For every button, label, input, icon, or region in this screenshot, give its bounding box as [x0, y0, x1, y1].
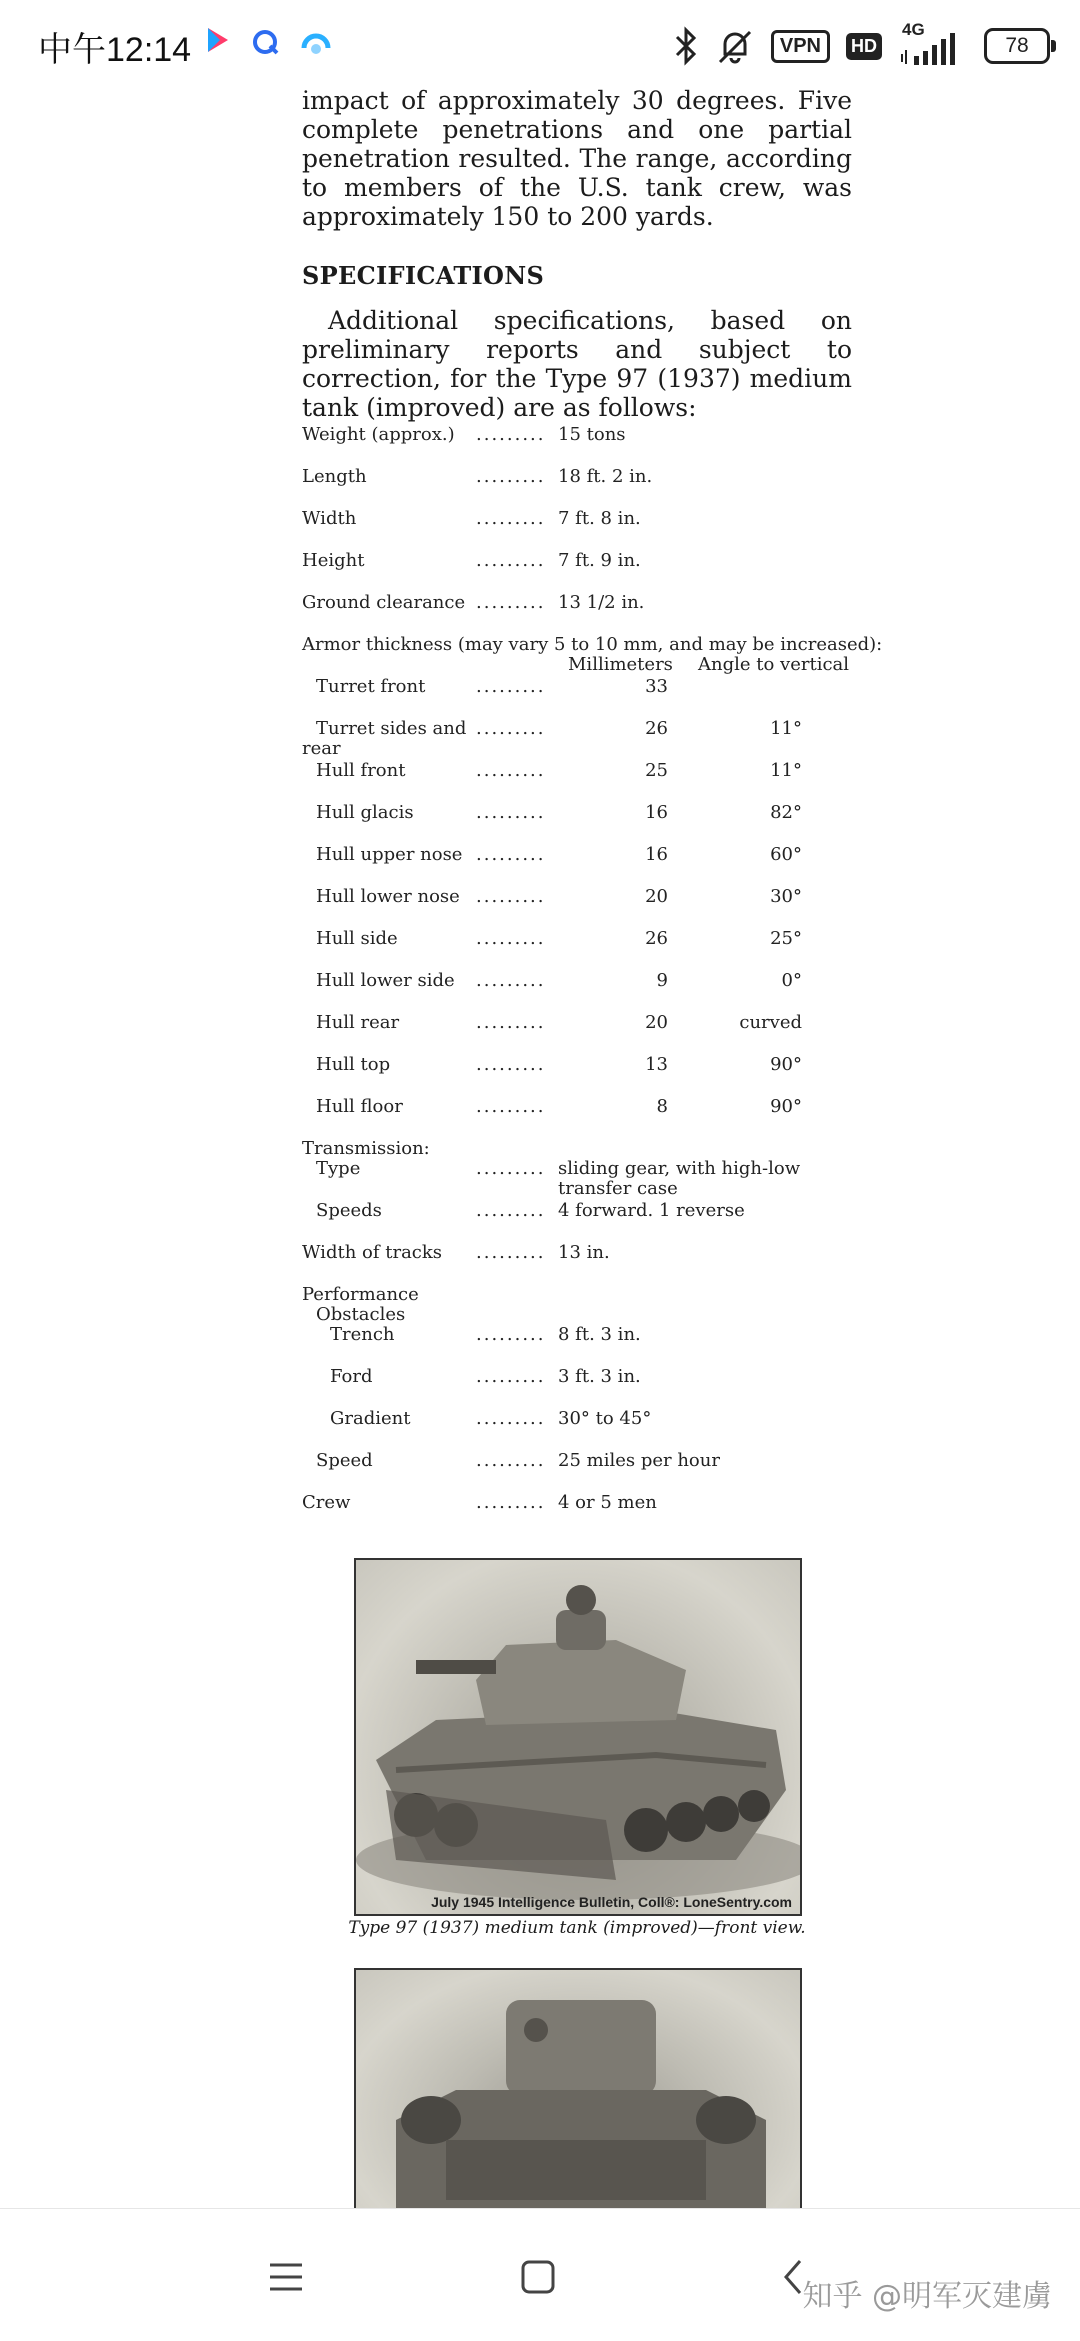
leader-dots: .........	[476, 1492, 546, 1513]
armor-column-headers	[302, 654, 862, 678]
armor-row	[302, 970, 862, 994]
signal-strength-icon	[898, 24, 968, 68]
leader-dots: .........	[476, 1096, 546, 1117]
bluetooth-icon	[673, 26, 699, 66]
tank-rear-view-photo	[354, 1968, 802, 2220]
armor-label: Hull top	[316, 1054, 391, 1075]
armor-row	[302, 1054, 862, 1078]
leader-dots: .........	[476, 466, 546, 487]
armor-row	[302, 886, 862, 910]
armor-mm: 16	[645, 844, 668, 865]
armor-angle: 82°	[770, 802, 802, 823]
armor-label: Hull lower side	[316, 970, 455, 991]
col-millimeters: Millimeters	[568, 654, 673, 675]
leader-dots: .........	[476, 1366, 546, 1387]
menu-icon[interactable]	[262, 2253, 310, 2301]
spec-length	[302, 466, 862, 490]
armor-label: Hull floor	[316, 1096, 403, 1117]
spec-value: 15 tons	[558, 424, 626, 445]
armor-row	[302, 676, 862, 700]
spec-label: Length	[302, 466, 367, 487]
performance-heading: Performance	[302, 1284, 419, 1305]
leader-dots: .........	[476, 592, 546, 613]
spec-crew	[302, 1492, 862, 1516]
armor-angle: 11°	[770, 718, 802, 739]
browser-app-icon	[248, 24, 284, 60]
mute-bell-icon	[715, 26, 755, 66]
leader-dots: .........	[476, 424, 546, 445]
section-heading: SPECIFICATIONS	[302, 261, 545, 290]
battery-indicator: 78	[984, 28, 1050, 64]
armor-angle: 30°	[770, 886, 802, 907]
armor-mm: 26	[645, 928, 668, 949]
spec-ground-clearance	[302, 592, 862, 616]
spec-value: 4 or 5 men	[558, 1492, 657, 1513]
leader-dots: .........	[476, 1450, 546, 1471]
status-bar	[0, 0, 1080, 92]
leader-dots: .........	[476, 676, 546, 697]
armor-heading: Armor thickness (may vary 5 to 10 mm, and may be increased):	[302, 634, 883, 655]
armor-angle: 60°	[770, 844, 802, 865]
network-type: 4G	[902, 20, 925, 39]
home-icon[interactable]	[514, 2253, 562, 2301]
spec-gradient	[302, 1408, 862, 1432]
armor-mm: 8	[656, 1096, 668, 1117]
status-time: 中午12:14	[38, 31, 192, 69]
armor-mm: 16	[645, 802, 668, 823]
spec-value: sliding gear, with high-low	[558, 1158, 801, 1179]
spec-label: Speeds	[316, 1200, 382, 1221]
leader-dots: .........	[476, 1012, 546, 1033]
spec-speed	[302, 1450, 862, 1474]
armor-label: Hull glacis	[316, 802, 414, 823]
armor-mm: 13	[645, 1054, 668, 1075]
armor-row	[302, 928, 862, 952]
spec-label: Height	[302, 550, 365, 571]
armor-label: Hull lower nose	[316, 886, 460, 907]
armor-mm: 25	[645, 760, 668, 781]
spec-value: 7 ft. 9 in.	[558, 550, 641, 571]
spec-label: Ford	[330, 1366, 373, 1387]
spec-weight	[302, 424, 862, 448]
hd-indicator: HD	[846, 33, 882, 60]
leader-dots: .........	[476, 508, 546, 529]
transmission-heading: Transmission:	[302, 1138, 430, 1159]
spec-trench	[302, 1324, 862, 1348]
armor-label: Turret sides and	[316, 718, 467, 739]
armor-angle: curved	[739, 1012, 802, 1033]
spec-label: Type	[316, 1158, 361, 1179]
armor-label: Hull front	[316, 760, 406, 781]
leader-dots: .........	[476, 1158, 546, 1179]
assistant-app-icon	[298, 24, 334, 60]
spec-width	[302, 508, 862, 532]
photo-caption: Type 97 (1937) medium tank (improved)—front view.	[348, 1918, 806, 1938]
signal-indicator	[898, 20, 968, 68]
armor-angle: 90°	[770, 1054, 802, 1075]
spec-value: 13 in.	[558, 1242, 610, 1263]
leader-dots: .........	[476, 550, 546, 571]
armor-mm: 20	[645, 886, 668, 907]
spec-transmission-type	[302, 1158, 862, 1199]
leader-dots: .........	[476, 1408, 546, 1429]
leader-dots: .........	[476, 718, 546, 739]
zhihu-watermark: 知乎 @明军灭建虜	[802, 2279, 1052, 2314]
spec-value: 25 miles per hour	[558, 1450, 720, 1471]
armor-row	[302, 844, 862, 868]
spec-value: 13 1/2 in.	[558, 592, 645, 613]
spec-value: 30° to 45°	[558, 1408, 652, 1429]
armor-mm: 9	[656, 970, 668, 991]
spec-transmission-speeds	[302, 1200, 862, 1224]
spec-label: Width of tracks	[302, 1242, 443, 1263]
armor-mm: 20	[645, 1012, 668, 1033]
armor-label: Turret front	[316, 676, 426, 697]
spec-value-cont: transfer case	[558, 1178, 678, 1199]
armor-label: Hull rear	[316, 1012, 400, 1033]
col-angle: Angle to vertical	[698, 654, 850, 675]
leader-dots: .........	[476, 802, 546, 823]
vpn-indicator: VPN	[771, 30, 830, 63]
armor-angle: 0°	[781, 970, 802, 991]
leader-dots: .........	[476, 760, 546, 781]
spec-value: 8 ft. 3 in.	[558, 1324, 641, 1345]
armor-label: Hull upper nose	[316, 844, 463, 865]
spec-ford	[302, 1366, 862, 1390]
leader-dots: .........	[476, 1054, 546, 1075]
armor-row	[302, 760, 862, 784]
tank-illustration	[356, 1970, 800, 2220]
tank-front-view-photo	[354, 1558, 802, 1916]
navigation-bar	[0, 2208, 1080, 2341]
spec-value: 7 ft. 8 in.	[558, 508, 641, 529]
tank-illustration	[356, 1560, 800, 1914]
spec-height	[302, 550, 862, 574]
leader-dots: .........	[476, 886, 546, 907]
youku-app-icon	[200, 24, 236, 60]
armor-row	[302, 1012, 862, 1036]
leader-dots: .........	[476, 928, 546, 949]
armor-row	[302, 802, 862, 826]
spec-label: Speed	[316, 1450, 373, 1471]
leader-dots: .........	[476, 970, 546, 991]
armor-label: Hull side	[316, 928, 398, 949]
armor-angle: 11°	[770, 760, 802, 781]
armor-row	[302, 718, 862, 759]
spec-paragraph: Additional specifications, based on preliminary reports and subject to correction, for the Type 97 (1937) medium tank (improved) are as follows:	[302, 306, 852, 422]
spec-label: Gradient	[330, 1408, 411, 1429]
armor-label-cont: rear	[302, 738, 341, 759]
spec-label: Width	[302, 508, 357, 529]
spec-label: Crew	[302, 1492, 351, 1513]
spec-label: Ground clearance	[302, 592, 466, 613]
photo-credit: July 1945 Intelligence Bulletin, Coll®: LoneSentry.com	[431, 1894, 792, 1910]
leader-dots: .........	[476, 1324, 546, 1345]
spec-value: 3 ft. 3 in.	[558, 1366, 641, 1387]
leader-dots: .........	[476, 844, 546, 865]
spec-value: 18 ft. 2 in.	[558, 466, 653, 487]
leader-dots: .........	[476, 1200, 546, 1221]
armor-angle: 25°	[770, 928, 802, 949]
armor-angle: 90°	[770, 1096, 802, 1117]
armor-mm: 26	[645, 718, 668, 739]
obstacles-heading: Obstacles	[316, 1304, 406, 1325]
spec-label: Weight (approx.)	[302, 424, 455, 445]
armor-mm: 33	[645, 676, 668, 697]
armor-row	[302, 1096, 862, 1120]
spec-label: Trench	[330, 1324, 395, 1345]
intro-paragraph: impact of approximately 30 degrees. Five complete penetrations and one partial penetration resulted. The range, according to members of the U.S. tank crew, was approximately 150 to 200 yards.	[302, 86, 852, 231]
spec-value: 4 forward. 1 reverse	[558, 1200, 745, 1221]
leader-dots: .........	[476, 1242, 546, 1263]
spec-width-of-tracks	[302, 1242, 862, 1266]
document-body	[302, 86, 852, 422]
